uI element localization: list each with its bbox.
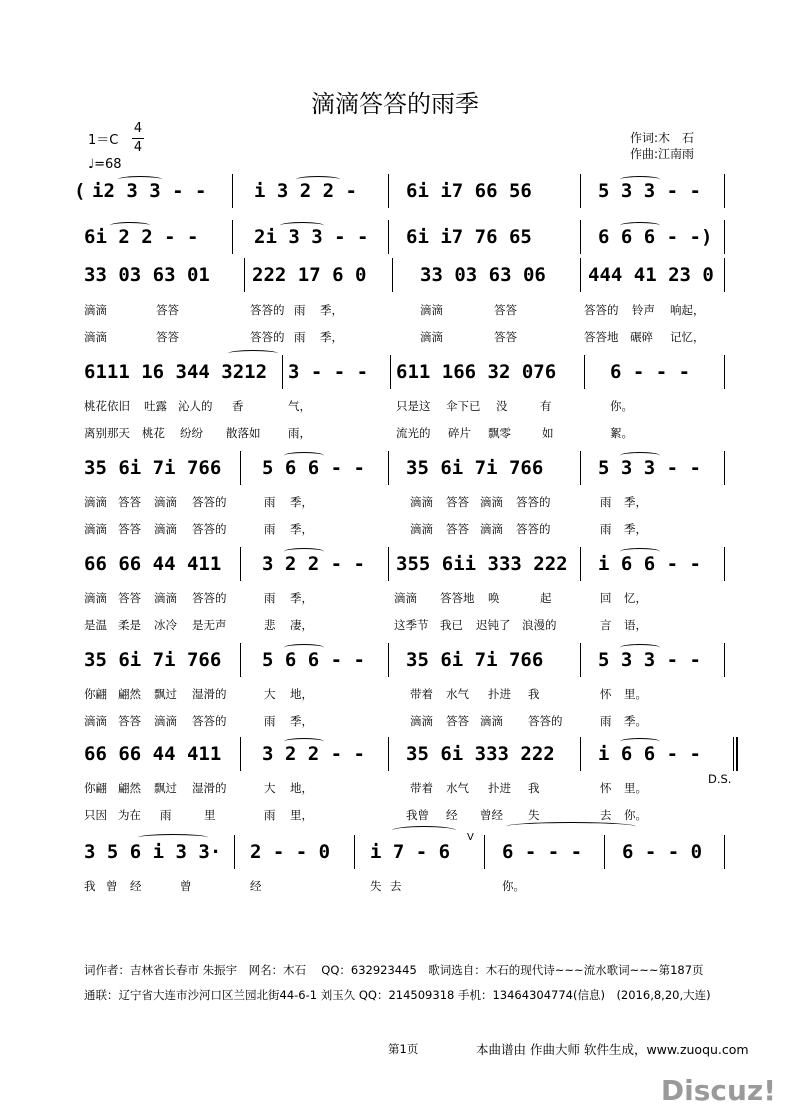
- lyric: 地，: [290, 781, 313, 795]
- measure: 6 - - -: [610, 361, 691, 383]
- measure: 35 6i 7i 766: [84, 649, 222, 671]
- slur: [506, 822, 636, 831]
- lyric: 悲: [264, 618, 276, 632]
- lyric: 我: [528, 687, 540, 701]
- slur: [284, 548, 324, 555]
- lyric: 答答的: [192, 522, 227, 536]
- measure: 3 5 6 i 3 3·: [84, 841, 222, 863]
- barline: [484, 835, 485, 869]
- lyric: 你翩: [84, 687, 107, 701]
- measure: 5 3 3 - -: [598, 180, 701, 202]
- lyric: 滴滴: [410, 495, 433, 509]
- lyric: 只因: [84, 808, 107, 822]
- lyric: 没: [496, 399, 508, 413]
- lyric: 迟钝了: [476, 618, 511, 632]
- lyric: 滴滴: [154, 591, 177, 605]
- lyric: 答答: [118, 495, 141, 509]
- lyric: 答答: [494, 330, 517, 344]
- lyric: 答答的: [516, 522, 551, 536]
- measure: 5 3 3 - -: [598, 457, 701, 479]
- slur: [228, 350, 278, 357]
- breath-mark: V: [467, 832, 474, 843]
- lyric: 你翩: [84, 781, 107, 795]
- lyric: 怀: [600, 687, 612, 701]
- barline: [232, 220, 233, 254]
- lyric: 答答: [156, 303, 179, 317]
- measure: 35 6i 7i 766: [406, 457, 544, 479]
- song-title: 滴滴答答的雨季: [311, 90, 479, 118]
- barline: [724, 451, 725, 485]
- lyric: 响起，: [670, 303, 705, 317]
- lyric: 飘过: [154, 781, 177, 795]
- lyric: 柔是: [118, 618, 141, 632]
- lyric: 记忆，: [670, 330, 705, 344]
- lyric: 怀: [600, 781, 612, 795]
- barline: [388, 174, 389, 208]
- lyric: 絮。: [610, 426, 633, 440]
- lyric: 答答地: [584, 330, 619, 344]
- lyric: 湿滑的: [192, 687, 227, 701]
- measure: i2 3 3 - -: [92, 180, 207, 202]
- lyric: 雨: [600, 495, 612, 509]
- lyric: 我: [84, 879, 96, 893]
- lyric: 如: [542, 426, 554, 440]
- barline: [604, 835, 605, 869]
- lyric: 滴滴: [480, 714, 503, 728]
- measure: 3 2 2 - -: [262, 553, 365, 575]
- lyric: 离别那天: [84, 426, 130, 440]
- lyric: 曾: [180, 879, 192, 893]
- lyric: 沁人的: [178, 399, 213, 413]
- measure: i 7 - 6: [370, 841, 451, 863]
- lyric: 滴滴: [480, 522, 503, 536]
- lyric: 经: [130, 879, 142, 893]
- lyric: 雨: [264, 495, 276, 509]
- lyric: 答答: [446, 522, 469, 536]
- lyric: 我曾: [406, 808, 429, 822]
- lyric: 答答: [118, 522, 141, 536]
- slur: [620, 222, 660, 229]
- lyric: 雨: [264, 808, 276, 822]
- barline: [240, 547, 241, 581]
- lyric: 大: [264, 687, 276, 701]
- barline: [724, 547, 725, 581]
- lyric: 季。: [624, 714, 647, 728]
- measure: 66 66 44 411: [84, 553, 222, 575]
- lyric: 季，: [320, 303, 343, 317]
- barline: [390, 355, 391, 389]
- lyric: 带着: [410, 781, 433, 795]
- lyric: 语，: [624, 618, 647, 632]
- lyric: 我已: [440, 618, 463, 632]
- lyric: 你。: [502, 879, 525, 893]
- lyric: 我: [528, 781, 540, 795]
- lyric: 季，: [290, 522, 313, 536]
- lyric: 去: [600, 808, 612, 822]
- measure: 35 6i 7i 766: [406, 649, 544, 671]
- lyric: 答答的: [250, 330, 285, 344]
- lyric: 去: [390, 879, 402, 893]
- lyric: 雨: [294, 330, 306, 344]
- measure: 5 6 6 - -: [262, 649, 365, 671]
- lyric: 答答: [446, 714, 469, 728]
- measure: 6 6 6 - -): [598, 226, 713, 248]
- lyric: 滴滴: [154, 714, 177, 728]
- measure: 6111 16 344 3212: [84, 361, 268, 383]
- barline: [733, 737, 734, 771]
- lyric: 忆，: [624, 591, 647, 605]
- barline: [580, 258, 581, 292]
- barline: [240, 451, 241, 485]
- measure: 6i i7 76 65: [406, 226, 532, 248]
- measure: 33 03 63 06: [420, 264, 546, 286]
- dal-segno-mark: D.S.: [708, 772, 732, 786]
- barline: [388, 547, 389, 581]
- lyric: 飘过: [154, 687, 177, 701]
- slur: [284, 644, 324, 651]
- barline: [580, 643, 581, 677]
- lyric: 季，: [290, 591, 313, 605]
- lyric: 雨: [264, 714, 276, 728]
- barline: [388, 643, 389, 677]
- barline: [388, 737, 389, 771]
- lyric: 季，: [320, 330, 343, 344]
- lyric: 雨: [600, 522, 612, 536]
- composer-credit: 作曲:江南雨: [630, 147, 695, 161]
- slur: [296, 176, 340, 183]
- lyric: 经: [250, 879, 262, 893]
- lyric: 翩然: [118, 687, 141, 701]
- measure: 611 166 32 076: [396, 361, 557, 383]
- barline: [580, 737, 581, 771]
- lyric: 答答: [446, 495, 469, 509]
- measure: 6i 2 2 - -: [84, 226, 199, 248]
- measure: 6i i7 66 56: [406, 180, 532, 202]
- page-number: 第1页: [388, 1042, 419, 1056]
- measure: 6 - - 0: [622, 841, 703, 863]
- lyric: 答答: [156, 330, 179, 344]
- slur: [118, 176, 162, 183]
- slur: [280, 222, 324, 229]
- barline: [584, 355, 585, 389]
- lyric: 雨: [264, 591, 276, 605]
- measure: 222 17 6 0: [252, 264, 367, 286]
- lyric: 雨: [160, 808, 172, 822]
- lyric: 凄，: [290, 618, 313, 632]
- lyric: 流光的: [396, 426, 431, 440]
- lyric: 滴滴: [154, 495, 177, 509]
- measure: 3 - - -: [288, 361, 369, 383]
- barline: [282, 355, 283, 389]
- barline: [580, 547, 581, 581]
- barline: [580, 451, 581, 485]
- lyric: 季，: [290, 714, 313, 728]
- slur: [620, 176, 660, 183]
- lyric: 湿滑的: [192, 781, 227, 795]
- tempo-marking: [88, 157, 122, 172]
- quarter-note-icon: ♩: [88, 157, 95, 172]
- lyric: 曾经: [480, 808, 503, 822]
- barline: [240, 737, 241, 771]
- lyric: 这季节: [394, 618, 429, 632]
- lyric: 冰冷: [154, 618, 177, 632]
- lyric: 滴滴: [420, 330, 443, 344]
- measure: 66 66 44 411: [84, 743, 222, 765]
- measure: i 6 6 - -: [598, 743, 701, 765]
- measure: 355 6ii 333 222: [396, 553, 568, 575]
- slur: [620, 452, 660, 459]
- lyric: 雨: [294, 303, 306, 317]
- lyric: 吐露: [144, 399, 167, 413]
- measure: i 3 2 2 -: [254, 180, 357, 202]
- lyric: 答答地: [440, 591, 475, 605]
- barline: [724, 835, 725, 869]
- lyric: 答答的: [192, 591, 227, 605]
- lyric: 滴滴: [154, 522, 177, 536]
- lyric: 桃花依旧: [84, 399, 130, 413]
- slur: [620, 548, 660, 555]
- lyric: 碾碎: [630, 330, 653, 344]
- watermark-logo: Discuz!: [660, 1074, 776, 1107]
- lyric: 里: [204, 808, 216, 822]
- barline: [354, 835, 355, 869]
- lyric: 滴滴: [84, 303, 107, 317]
- lyric: 答答: [494, 303, 517, 317]
- lyric: 失: [528, 808, 540, 822]
- lyric: 雨: [600, 714, 612, 728]
- contact-info: 通联：辽宁省大连市沙河口区兰园北街44-6-1 刘玉久 QQ：214509318 手机：13464304774(信息) (2016,8,20,大连): [84, 988, 711, 1002]
- lyric: 言: [600, 618, 612, 632]
- measure: 2i 3 3 - -: [254, 226, 369, 248]
- slur: [392, 826, 456, 835]
- lyric: 答答: [118, 714, 141, 728]
- barline: [580, 220, 581, 254]
- lyric: 浪漫的: [522, 618, 557, 632]
- lyric: 纷纷: [180, 426, 203, 440]
- lyric: 季，: [624, 522, 647, 536]
- lyric: 扑进: [488, 781, 511, 795]
- barline: [724, 174, 725, 208]
- lyric: 滴滴: [410, 714, 433, 728]
- barline: [388, 220, 389, 254]
- lyric: 里，: [290, 808, 313, 822]
- time-signature: [132, 120, 144, 157]
- barline: [724, 643, 725, 677]
- barline: [580, 174, 581, 208]
- measure: 5 6 6 - -: [262, 457, 365, 479]
- measure: 3 2 2 - -: [262, 743, 365, 765]
- slur: [620, 644, 660, 651]
- lyric: 曾: [106, 879, 118, 893]
- barline: [392, 258, 393, 292]
- lyric: 答答的: [192, 495, 227, 509]
- lyric: 滴滴: [84, 591, 107, 605]
- lyric: 你。: [624, 808, 647, 822]
- measure: 6 - - -: [502, 841, 583, 863]
- barline: [724, 355, 725, 389]
- lyric: 经: [446, 808, 458, 822]
- lyric: 桃花: [142, 426, 165, 440]
- lyric: 大: [264, 781, 276, 795]
- lyric: 有: [540, 399, 552, 413]
- lyric: 答答的: [250, 303, 285, 317]
- measure: 33 03 63 01: [84, 264, 210, 286]
- slur: [284, 452, 324, 459]
- lyric: 为在: [118, 808, 141, 822]
- barline: [232, 174, 233, 208]
- lyric: 季，: [290, 495, 313, 509]
- lyric: 雨，: [288, 426, 311, 440]
- tempo-value: =68: [94, 157, 122, 172]
- time-sig-bottom: 4: [133, 140, 143, 155]
- barline: [234, 835, 235, 869]
- measure: i 6 6 - -: [598, 553, 701, 575]
- barline: [724, 220, 725, 254]
- lyric: 滴滴: [480, 495, 503, 509]
- slur: [284, 738, 324, 745]
- lyric: 滴滴: [410, 522, 433, 536]
- barline: [388, 451, 389, 485]
- author-info: 词作者：吉林省长春市 朱振宇 网名：木石 QQ：632923445 歌词选自：木石的现代诗~~~流水歌词~~~第187页: [84, 963, 704, 977]
- lyric: 铃声: [632, 303, 655, 317]
- lyric: 水气: [446, 781, 469, 795]
- lyric: 滴滴: [84, 495, 107, 509]
- time-sig-top: 4: [133, 121, 143, 136]
- lyric: 雨: [264, 522, 276, 536]
- paren-open: (: [74, 180, 86, 202]
- barline: [240, 643, 241, 677]
- generator-note: 本曲谱由 作曲大师 软件生成，www.zuoqu.com: [476, 1042, 749, 1057]
- slur: [138, 834, 208, 841]
- lyric: 滴滴: [394, 591, 417, 605]
- lyric: 你。: [610, 399, 633, 413]
- lyric: 带着: [410, 687, 433, 701]
- lyric: 水气: [446, 687, 469, 701]
- lyric: 地，: [290, 687, 313, 701]
- lyricist-credit: 作词:木 石: [630, 131, 695, 145]
- lyric: 气，: [288, 399, 311, 413]
- lyric: 起: [540, 591, 552, 605]
- lyric: 滴滴: [420, 303, 443, 317]
- slur: [620, 738, 660, 745]
- lyric: 里。: [624, 781, 647, 795]
- lyric: 是无声: [192, 618, 227, 632]
- lyric: 失: [370, 879, 382, 893]
- slur: [110, 222, 150, 229]
- barline-double: [736, 737, 738, 771]
- lyric: 回: [600, 591, 612, 605]
- lyric: 只是这: [396, 399, 431, 413]
- measure: 35 6i 333 222: [406, 743, 555, 765]
- measure: 35 6i 7i 766: [84, 457, 222, 479]
- lyric: 香: [232, 399, 244, 413]
- barline: [244, 258, 245, 292]
- lyric: 季，: [624, 495, 647, 509]
- lyric: 滴滴: [84, 714, 107, 728]
- measure: 5 3 3 - -: [598, 649, 701, 671]
- lyric: 滴滴: [84, 522, 107, 536]
- lyric: 碎片: [448, 426, 471, 440]
- lyric: 散落如: [226, 426, 261, 440]
- lyric: 唤: [488, 591, 500, 605]
- lyric: 答答的: [516, 495, 551, 509]
- lyric: 是温: [84, 618, 107, 632]
- lyric: 里。: [624, 687, 647, 701]
- lyric: 答答的: [584, 303, 619, 317]
- lyric: 飘零: [488, 426, 511, 440]
- lyric: 答答的: [528, 714, 563, 728]
- barline: [724, 258, 725, 292]
- measure: 2 - - 0: [250, 841, 331, 863]
- lyric: 伞下已: [446, 399, 481, 413]
- lyric: 滴滴: [84, 330, 107, 344]
- lyric: 答答的: [192, 714, 227, 728]
- lyric: 扑进: [488, 687, 511, 701]
- lyric: 翩然: [118, 781, 141, 795]
- key-signature: 1＝C: [88, 133, 119, 148]
- lyric: 答答: [118, 591, 141, 605]
- measure: 444 41 23 0: [588, 264, 714, 286]
